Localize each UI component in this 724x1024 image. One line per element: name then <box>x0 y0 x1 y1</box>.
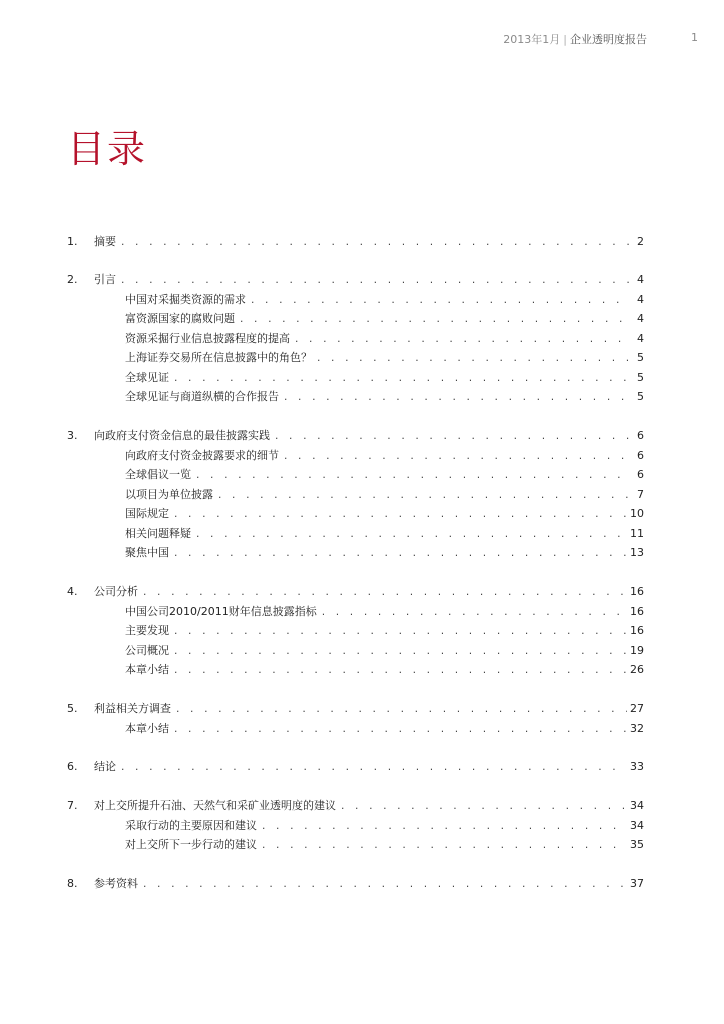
toc-subentry-label: 全球见证与商道纵横的合作报告 <box>125 390 279 403</box>
toc-subentry-page: 26 <box>630 663 644 676</box>
toc-subentry[interactable] <box>125 311 644 327</box>
toc-entry[interactable] <box>67 798 644 814</box>
toc-dot-leader <box>217 488 631 504</box>
toc-dot-leader <box>173 624 627 640</box>
toc-dot-leader <box>261 819 627 835</box>
toc-subentry-page: 5 <box>637 351 644 364</box>
toc-dot-leader <box>173 546 627 562</box>
toc-entry-page: 37 <box>630 877 644 890</box>
toc-dot-leader <box>173 644 627 660</box>
toc-subentry[interactable] <box>125 448 644 464</box>
toc-subentry-label: 主要发现 <box>125 624 169 637</box>
toc-entry[interactable] <box>67 759 644 775</box>
toc-entry-number: 8. <box>67 877 78 890</box>
toc-subentry-label: 全球见证 <box>125 370 169 384</box>
toc-entry[interactable] <box>67 272 644 288</box>
toc-entry[interactable] <box>67 701 644 717</box>
toc-subentry[interactable] <box>125 837 644 853</box>
toc-subentry-page: 7 <box>637 487 644 501</box>
toc-entry-number: 5. <box>67 702 78 715</box>
toc-entry-label: 引言 <box>94 273 116 286</box>
toc-subentry[interactable] <box>125 545 644 561</box>
toc-subentry-label: 上海证券交易所在信息披露中的角色？ <box>125 351 312 364</box>
toc-subentry[interactable] <box>125 350 644 366</box>
toc-entry-page: 27 <box>630 702 644 715</box>
toc-entry-label: 结论 <box>94 760 116 773</box>
toc-dot-leader <box>173 507 627 523</box>
toc-dot-leader <box>195 527 627 543</box>
toc-subentry-label: 中国公司2010/2011财年信息披露指标 <box>125 604 317 618</box>
toc-dot-leader <box>195 468 631 484</box>
toc-entry[interactable] <box>67 428 644 444</box>
toc-entry-number: 4. <box>67 585 78 598</box>
toc-entry-label: 利益相关方调查 <box>94 702 171 715</box>
toc-subentry-label: 本章小结 <box>125 721 169 735</box>
toc-subentry[interactable] <box>125 818 644 834</box>
toc-subentry-page: 4 <box>637 292 644 306</box>
toc-subentry-page: 35 <box>630 838 644 851</box>
toc-dot-leader <box>294 332 631 348</box>
toc-entry-number: 2. <box>67 273 78 286</box>
toc-dot-leader <box>340 799 627 815</box>
toc-subentry[interactable] <box>125 721 644 737</box>
toc-entry-page: 6 <box>637 429 644 442</box>
toc-dot-leader <box>274 429 631 445</box>
toc-subentry-page: 6 <box>637 468 644 481</box>
toc-dot-leader <box>142 585 627 601</box>
header-separator: | <box>563 33 567 46</box>
page-title: 目录 <box>67 127 148 171</box>
toc-entry-number: 3. <box>67 429 78 442</box>
toc-dot-leader <box>283 449 631 465</box>
toc-subentry-page: 19 <box>630 643 644 657</box>
toc-subentry-page: 16 <box>630 624 644 637</box>
toc-entry[interactable] <box>67 876 644 892</box>
toc-dot-leader <box>120 760 627 776</box>
toc-subentry-label: 对上交所下一步行动的建议 <box>125 838 257 851</box>
toc-subentry-page: 6 <box>637 448 644 462</box>
toc-subentry-label: 以项目为单位披露 <box>125 487 213 501</box>
toc-entry-label: 公司分析 <box>94 585 138 598</box>
toc-subentry-page: 5 <box>637 390 644 403</box>
toc-subentry-page: 32 <box>630 721 644 735</box>
toc-subentry[interactable] <box>125 623 644 639</box>
toc-entry-page: 4 <box>637 273 644 286</box>
toc-dot-leader <box>239 312 631 328</box>
toc-dot-leader <box>261 838 627 854</box>
toc-dot-leader <box>316 351 631 367</box>
toc-dot-leader <box>142 877 627 893</box>
toc-dot-leader <box>173 371 631 387</box>
toc-subentry-page: 10 <box>630 507 644 520</box>
toc-subentry[interactable] <box>125 370 644 386</box>
toc-entry-label: 参考资料 <box>94 877 138 890</box>
toc-entry[interactable] <box>67 584 644 600</box>
toc-subentry-page: 16 <box>630 604 644 618</box>
toc-subentry[interactable] <box>125 643 644 659</box>
toc-dot-leader <box>175 702 627 718</box>
toc-dot-leader <box>250 293 631 309</box>
toc-dot-leader <box>283 390 631 406</box>
toc-subentry-label: 富资源国家的腐败问题 <box>125 312 235 325</box>
toc-entry-number: 6. <box>67 760 78 773</box>
toc-subentry-label: 本章小结 <box>125 663 169 676</box>
toc-subentry-page: 4 <box>637 331 644 345</box>
toc-subentry-label: 聚焦中国 <box>125 546 169 559</box>
toc-subentry-label: 全球倡议一览 <box>125 468 191 481</box>
toc-subentry-label: 相关问题释疑 <box>125 526 191 540</box>
toc-subentry-page: 11 <box>630 526 644 540</box>
toc-subentry[interactable] <box>125 467 644 483</box>
toc-entry-page: 33 <box>630 760 644 773</box>
toc-entry-number: 1. <box>67 235 78 248</box>
toc-subentry[interactable] <box>125 662 644 678</box>
toc-subentry[interactable] <box>125 331 644 347</box>
toc-subentry-label: 公司概况 <box>125 643 169 657</box>
toc-subentry-label: 资源采掘行业信息披露程度的提高 <box>125 331 290 345</box>
toc-entry-label: 对上交所提升石油、天然气和采矿业透明度的建议 <box>94 799 336 812</box>
toc-subentry-label: 中国对采掘类资源的需求 <box>125 292 246 306</box>
toc-subentry-label: 采取行动的主要原因和建议 <box>125 818 257 832</box>
toc-dot-leader <box>173 722 627 738</box>
toc-entry-number: 7. <box>67 799 78 812</box>
toc-subentry[interactable] <box>125 292 644 308</box>
toc-subentry[interactable] <box>125 506 644 522</box>
toc-dot-leader <box>120 273 631 289</box>
toc-entry-label: 向政府支付资金信息的最佳披露实践 <box>94 429 270 442</box>
toc-entry-label: 摘要 <box>94 235 116 248</box>
toc-entry-page: 16 <box>630 585 644 598</box>
toc-subentry-page: 34 <box>630 818 644 832</box>
toc-dot-leader <box>120 235 631 251</box>
toc-entry-page: 34 <box>630 799 644 812</box>
header-report-title: 企业透明度报告 <box>570 33 647 46</box>
toc-entry[interactable] <box>67 234 644 250</box>
toc-dot-leader <box>173 663 627 679</box>
toc-entry-page: 2 <box>637 235 644 248</box>
toc-subentry-label: 向政府支付资金披露要求的细节 <box>125 448 279 462</box>
header-date: 2013年1月 <box>503 33 561 46</box>
page-number: 1 <box>691 31 698 44</box>
toc-dot-leader <box>321 605 627 621</box>
toc-subentry[interactable] <box>125 389 644 405</box>
toc-subentry[interactable] <box>125 526 644 542</box>
toc-subentry[interactable] <box>125 604 644 620</box>
toc-subentry-label: 国际规定 <box>125 507 169 520</box>
toc-subentry-page: 4 <box>637 312 644 325</box>
toc-subentry-page: 13 <box>630 546 644 559</box>
toc-subentry-page: 5 <box>637 370 644 384</box>
toc-subentry[interactable] <box>125 487 644 503</box>
